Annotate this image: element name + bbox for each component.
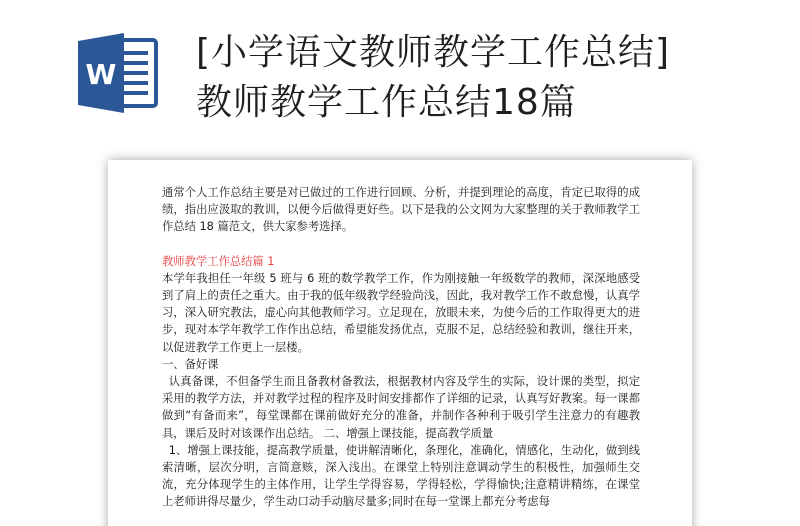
section-heading: 教师教学工作总结篇 1	[162, 254, 275, 268]
page-title	[196, 28, 786, 128]
document-header	[0, 0, 800, 160]
point-heading-1: 一、备好课	[162, 357, 219, 371]
body-paragraph-1: 本学年我担任一年级 5 班与 6 班的数学教学工作，作为刚接触一年级数学的教师，深深地感受到了肩上的责任之重大。由于我的低年级教学经验尚浅，因此，我对教学工作不敢怠慢，认真学习，深入研究教法，虚心向其他教师学习。立足现在，放眼未来，为使今后的工作取得更大的进步，现对本学年教学工作作出总结，希望能发扬优点，克服不足，总结经验和教训，继往开来，以促进教学工作更上一层楼。	[162, 271, 640, 354]
body-paragraph-3: 1、增强上课技能，提高教学质量，使讲解清晰化，条理化，准确化，情感化，生动化，做到线索清晰，层次分明，言简意赅，深入浅出。在课堂上特别注意调动学生的积极性，加强师生交流，充分体现学生的主体作用，让学生学得容易，学得轻松，学得愉快;注意精讲精练，在课堂上老师讲得尽量少，学生动口动手动脑尽量多;同时在每一堂课上都充分考虑每	[162, 443, 640, 509]
body-paragraph-2: 认真备课，不但备学生而且备教材备教法，根据教材内容及学生的实际，设计课的类型，拟定采用的教学方法，并对教学过程的程序及时间安排都作了详细的记录，认真写好教案。每一课都做到“有备而来”，每堂课都在课前做好充分的准备，并制作各种利于吸引学生注意力的有趣教具，课后及时对该课作出总结。 二、增强上课技能，提高教学质量	[162, 375, 640, 440]
document-page[interactable]	[108, 160, 692, 526]
word-document-icon	[76, 31, 160, 115]
intro-paragraph: 通常个人工作总结主要是对已做过的工作进行回顾、分析，并提到理论的高度，肯定已取得的成绩，指出应汲取的教训，以便今后做得更好些。以下是我的公文网为大家整理的关于教师教学工作总结 18 篇范文，供大家参考选择。	[162, 186, 640, 234]
word-icon-letter: W	[85, 58, 117, 91]
page-title-line2: 教师教学工作总结18篇	[196, 82, 577, 123]
page-title-line1: [小学语文教师教学工作总结]	[196, 32, 671, 73]
document-body	[162, 184, 640, 511]
paragraph-gap	[162, 236, 640, 253]
